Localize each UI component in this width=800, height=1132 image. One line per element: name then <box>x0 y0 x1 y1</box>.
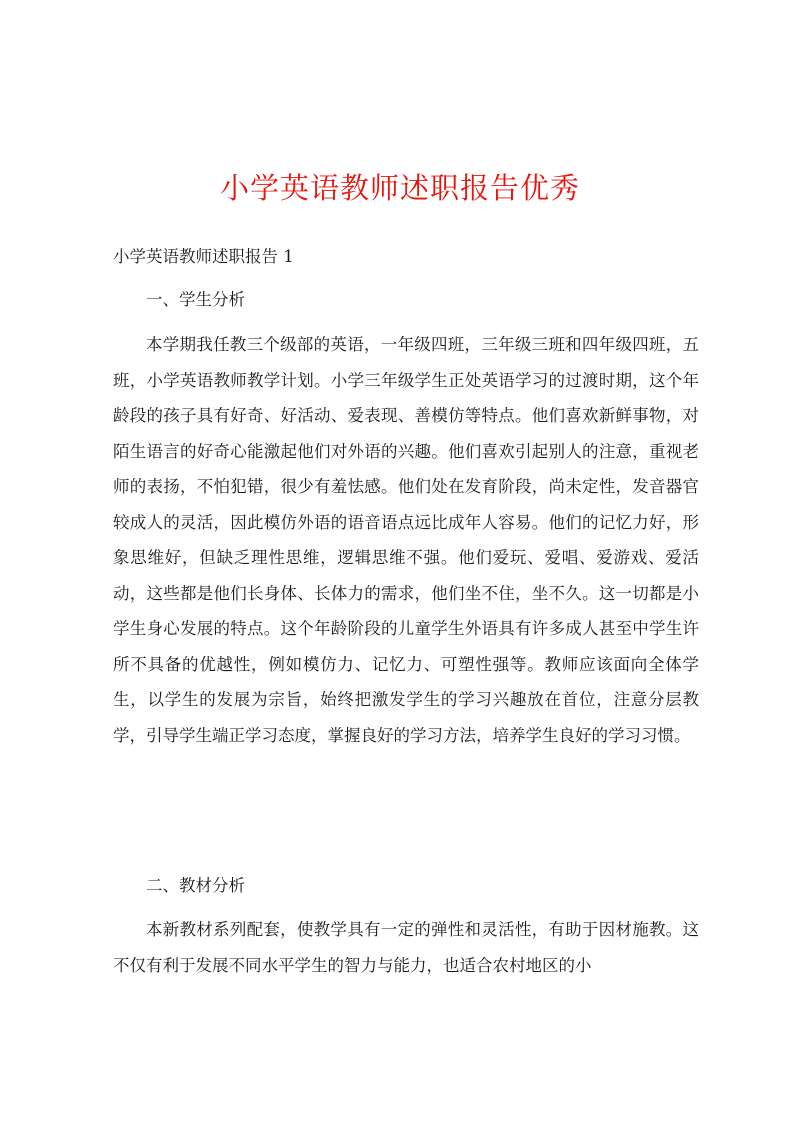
section-heading-textbook-analysis: 二、教材分析 <box>146 876 245 895</box>
paragraph-textbook-analysis: 本新教材系列配套，使教学具有一定的弹性和灵活性，有助于因材施教。这不仅有利于发展不同水平学生的智力与能力，也适合农村地区的小 <box>113 920 699 975</box>
document-title: 小学英语教师述职报告优秀 <box>219 171 580 205</box>
document-subtitle: 小学英语教师述职报告 1 <box>113 247 294 266</box>
paragraph-student-analysis: 本学期我任教三个级部的英语，一年级四班，三年级三班和四年级四班，五班，小学英语教师教学计划。小学三年级学生正处英语学习的过渡时期，这个年龄段的孩子具有好奇、好活动、爱表现、善模仿等特点。他们喜欢新鲜事物，对陌生语言的好奇心能激起他们对外语的兴趣。他们喜欢引起别人的注意，重视老师的表扬，不怕犯错，很少有羞怯感。他们处在发育阶段，尚未定性，发音器官较成人的灵活，因此模仿外语的语音语点远比成年人容易。他们的记忆力好，形象思维好，但缺乏理性思维，逻辑思维不强。他们爱玩、爱唱、爱游戏、爱活动，这些都是他们长身体、长体力的需求，他们坐不住，坐不久。这一切都是小学生身心发展的特点。这个年龄阶段的儿童学生外语具有许多成人甚至中学生许所不具备的优越性，例如模仿力、记忆力、可塑性强等。教师应该面向全体学生，以学生的发展为宗旨，始终把激发学生的学习兴趣放在首位，注意分层教学，引导学生端正学习态度，掌握良好的学习方法，培养学生良好的学习习惯。 <box>113 335 699 745</box>
section-heading-student-analysis: 一、学生分析 <box>146 290 245 309</box>
